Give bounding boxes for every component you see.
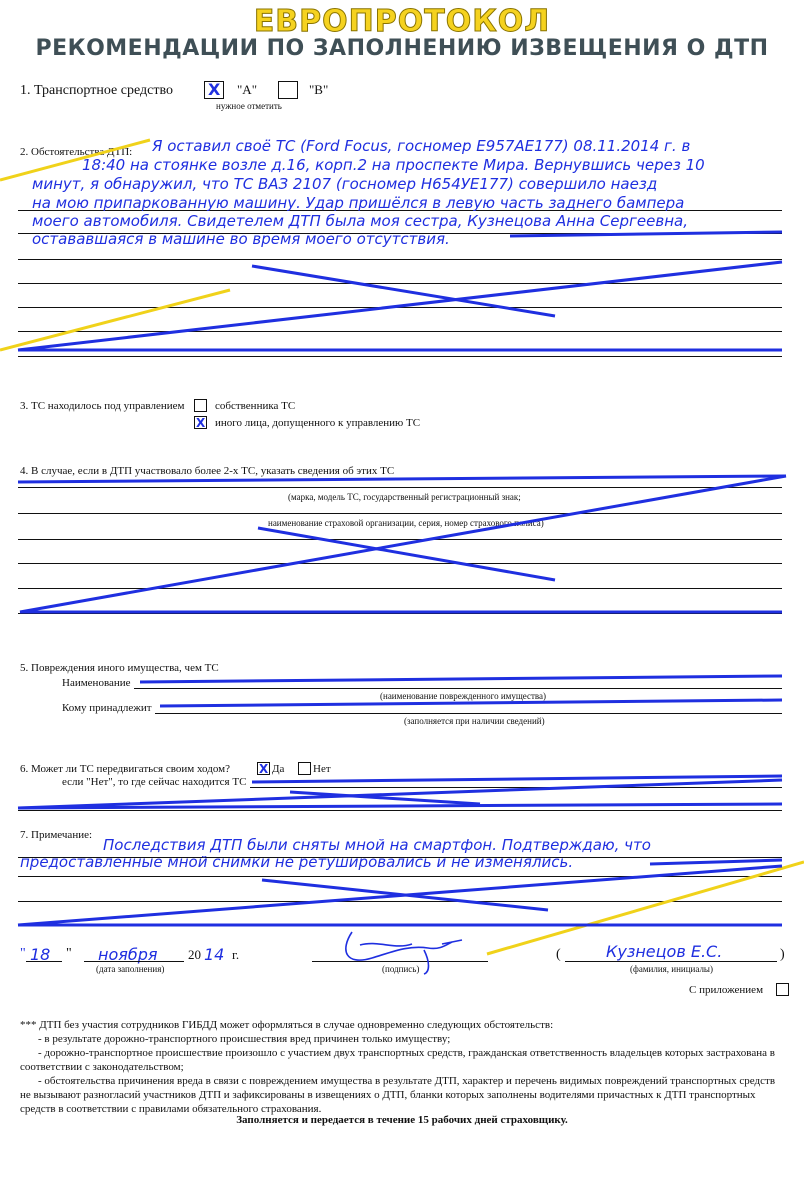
footnote-bullet-2a: - дорожно-транспортное происшествие произошло с участием двух транспортных средств, гражданская ответственность владельцев которых застрахована в (38, 1047, 775, 1059)
check-x-icon: X (196, 416, 206, 430)
footnote-bullet-3c: средств в соответствии с правилами обязательного страхования. (20, 1103, 322, 1115)
footnote-intro: *** ДТП без участия сотрудников ГИБДД может оформляться в случае одновременно следующих обстоятельств: (20, 1019, 554, 1031)
item4-label: 4. В случае, если в ДТП участвовало более 2-х ТС, указать сведения об этих ТС (20, 465, 395, 477)
item5-owner-hint: (заполняется при наличии сведений) (404, 716, 545, 726)
attachment-checkbox[interactable] (776, 983, 789, 996)
date-year-suffix: 14 (204, 945, 225, 964)
can-move-yes-label: Да (272, 763, 285, 775)
final-instruction: Заполняется и передается в течение 15 рабочих дней страховщику. (236, 1114, 568, 1126)
footnote (20, 1018, 788, 1116)
can-move-no-checkbox[interactable] (298, 762, 311, 775)
circumstances-line-1: Я оставил своё ТС (Ford Focus, госномер Е957АЕ177) 08.11.2014 г. в (152, 137, 691, 155)
footnote-bullet-2b: соответствии с законодательством; (20, 1061, 184, 1073)
circumstances-line-4: на мою припаркованную машину. Удар пришёлся в левую часть заднего бампера (32, 194, 685, 212)
item6-label: 6. Может ли ТС передвигаться своим ходом? (20, 763, 230, 775)
vehicle-a-checkbox[interactable] (204, 81, 224, 99)
check-x-icon: X (259, 762, 269, 776)
circumstances-line-3: минут, я обнаружил, что ТС ВАЗ 2107 (госномер Н654УЕ177) совершило наезд (32, 175, 658, 193)
item5-owner-label: Кому принадлежит (62, 702, 152, 714)
date-quote-open: " (20, 946, 26, 961)
can-move-no-label: Нет (313, 763, 331, 775)
item2-label: 2. Обстоятельства ДТП: (20, 146, 133, 158)
note-line-2: предоставленные мной снимки не ретушировались и не изменялись. (20, 853, 574, 871)
item5-label: 5. Повреждения иного имущества, чем ТС (20, 662, 219, 674)
date-quote-close: " (66, 946, 72, 961)
item5-name-label: Наименование (62, 677, 131, 689)
item4-hint-1: (марка, модель ТС, государственный регистрационный знак; (288, 492, 521, 502)
check-x-icon: X (208, 80, 221, 99)
date-year-unit: г. (232, 947, 240, 962)
attachment-label: С приложением (689, 984, 764, 996)
circumstances-line-5: моего автомобиля. Свидетелем ДТП была моя сестра, Кузнецова Анна Сергеевна, (32, 212, 688, 230)
other-driver-label: иного лица, допущенного к управлению ТС (215, 417, 421, 429)
item6-where-label: если "Нет", то где сейчас находится ТС (62, 776, 247, 788)
vehicle-a-label: "А" (237, 82, 258, 97)
footnote-bullet-1: - в результате дорожно-транспортного происшествия вред причинен только имуществу; (38, 1033, 451, 1045)
date-month: ноября (98, 945, 158, 964)
date-year-prefix: 20 (188, 947, 201, 962)
name-hint: (фамилия, инициалы) (630, 964, 713, 974)
page-title: РЕКОМЕНДАЦИИ ПО ЗАПОЛНЕНИЮ ИЗВЕЩЕНИЯ О ДТП (35, 36, 769, 61)
note-line-1: Последствия ДТП были сняты мной на смартфон. Подтверждаю, что (103, 836, 651, 854)
signature-hint: (подпись) (382, 964, 420, 974)
name-paren-close: ) (780, 947, 785, 962)
vehicle-b-checkbox[interactable] (278, 81, 298, 99)
date-day: 18 (30, 945, 51, 964)
owner-driver-checkbox[interactable] (194, 399, 207, 412)
item3-label: 3. ТС находилось под управлением (20, 400, 185, 412)
highlight-stroke (0, 290, 230, 350)
brand-title: ЕВРОПРОТОКОЛ (253, 4, 551, 39)
circumstances-line-6: остававшаяся в машине во время моего отсутствия. (32, 230, 450, 248)
item1-hint: нужное отметить (216, 101, 282, 111)
item4-hint-2: наименование страховой организации, серия, номер страхового полиса) (268, 518, 544, 528)
other-driver-checkbox[interactable] (194, 416, 207, 429)
footnote-bullet-3a: - обстоятельства причинения вреда в связи с повреждением имущества в результате ДТП, характер и перечень видимых повреждений транспортных средств (38, 1075, 776, 1087)
item5-name-hint: (наименование поврежденного имущества) (380, 691, 547, 701)
can-move-yes-checkbox[interactable] (257, 762, 270, 775)
footnote-bullet-3b: не вызывают разногласий участников ДТП и зафиксированы в извещениях о ДТП, бланки которых заполнены водителями причастных к ДТП транспортных (20, 1089, 756, 1101)
date-hint: (дата заполнения) (96, 964, 165, 974)
vehicle-b-label: "В" (309, 82, 329, 97)
signer-name: Кузнецов Е.С. (606, 942, 723, 961)
owner-driver-label: собственника ТС (215, 400, 296, 412)
circumstances-line-2: 18:40 на стоянке возле д.16, корп.2 на проспекте Мира. Вернувшись через 10 (82, 156, 705, 174)
name-paren-open: ( (556, 947, 561, 962)
item1-label: 1. Транспортное средство (20, 83, 173, 98)
item7-label: 7. Примечание: (20, 829, 93, 841)
